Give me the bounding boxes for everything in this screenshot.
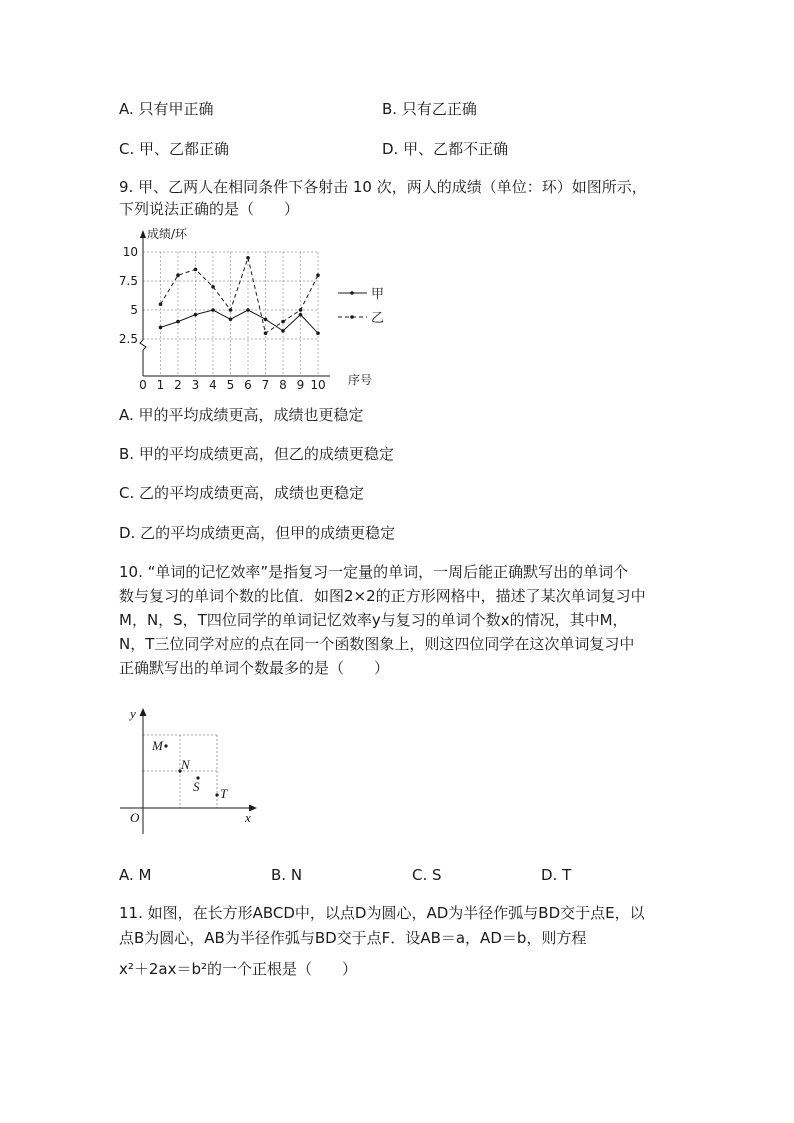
x-tick-label-4: 4 (209, 378, 217, 392)
q10-y-arrow-icon (140, 708, 147, 716)
q11-stem-line3: x²＋2ax＝b²的一个正根是（ ） (119, 960, 358, 978)
q10-origin-label: O (130, 810, 140, 825)
q9-option-d: D. 乙的平均成绩更高，但甲的成绩更稳定 (119, 524, 396, 542)
y-tick-labels (119, 245, 138, 346)
legend-marker-乙 (350, 315, 354, 319)
q10-label-t: T (220, 786, 228, 801)
q10-axis-y-label: y (130, 706, 136, 721)
point-甲-9 (299, 313, 303, 317)
point-甲-5 (229, 317, 233, 321)
point-甲-2 (176, 320, 180, 324)
point-甲-4 (211, 308, 215, 312)
point-乙-6 (246, 256, 250, 260)
q10-grid-figure (112, 698, 272, 838)
x-tick-label-6: 6 (244, 378, 252, 392)
x-tick-label-0: 0 (139, 378, 147, 392)
q8-option-d: D. 甲、乙都不正确 (382, 140, 509, 158)
q10-point-m (164, 744, 167, 747)
q9-stem-line2: 下列说法正确的是（ ） (119, 200, 300, 218)
q10-label-n: N (181, 757, 190, 772)
point-甲-1 (159, 326, 163, 330)
q10-stem-line4: N，T三位同学对应的点在同一个函数图象上，则这四位同学在这次单词复习中 (119, 635, 635, 653)
q10-stem-line3: M，N，S，T四位同学的单词记忆效率y与复习的单词个数x的情况，其中M， (119, 611, 628, 629)
legend-label-甲: 甲 (371, 287, 385, 302)
q9-option-a: A. 甲的平均成绩更高，成绩也更稳定 (119, 406, 364, 424)
q9-stem-line1: 9. 甲、乙两人在相同条件下各射击 10 次，两人的成绩（单位：环）如图所示， (119, 178, 647, 196)
chart-legend (338, 287, 384, 326)
x-tick-label-1: 1 (156, 378, 165, 392)
series-line-乙 (161, 258, 319, 333)
q8-option-b: B. 只有乙正确 (382, 100, 477, 118)
point-甲-3 (194, 313, 198, 317)
series-points (159, 256, 320, 335)
y-tick-label-0: 10 (122, 245, 138, 259)
y-tick-label-3: 2.5 (118, 332, 138, 346)
q10-option-b: B. N (271, 866, 303, 884)
y-tick-label-2: 5 (130, 303, 138, 317)
legend-marker-甲 (350, 291, 354, 295)
q9-option-c: C. 乙的平均成绩更高，成绩也更稳定 (119, 484, 365, 502)
point-乙-1 (159, 302, 163, 306)
q10-point-t (215, 793, 218, 796)
q8-option-c: C. 甲、乙都正确 (119, 140, 230, 158)
x-tick-labels (139, 378, 325, 392)
q9-option-b: B. 甲的平均成绩更高，但乙的成绩更稳定 (119, 445, 394, 463)
point-乙-2 (176, 273, 180, 277)
x-tick-label-9: 9 (296, 378, 305, 392)
point-甲-6 (246, 308, 250, 312)
chart-grid (143, 252, 318, 376)
point-乙-7 (264, 331, 268, 335)
point-乙-3 (194, 268, 198, 272)
series-lines (161, 258, 319, 333)
point-乙-8 (281, 320, 285, 324)
q11-stem-line2: 点B为圆心，AB为半径作弧与BD交于点F．设AB＝a，AD＝b，则方程 (119, 929, 587, 947)
q10-stem-line2: 数与复习的单词个数的比值．如图2×2的正方形网格中，描述了某次单词复习中 (119, 587, 646, 605)
q10-label-s: S (193, 779, 200, 794)
axis-break-icon (140, 340, 146, 350)
x-tick-label-8: 8 (279, 378, 287, 392)
q9-score-chart (115, 222, 405, 392)
q10-axis-x-label: x (245, 810, 251, 825)
point-乙-5 (229, 308, 233, 312)
point-乙-9 (299, 308, 303, 312)
x-tick-label-5: 5 (226, 378, 235, 392)
y-axis-label: 成绩/环 (147, 227, 188, 241)
q10-option-a: A. M (119, 866, 152, 884)
x-tick-label-10: 10 (310, 378, 326, 392)
point-乙-10 (316, 273, 320, 277)
point-甲-8 (281, 329, 285, 333)
q10-label-m: M (152, 738, 163, 753)
x-tick-label-2: 2 (174, 378, 182, 392)
x-tick-label-3: 3 (191, 378, 200, 392)
q8-option-a: A. 只有甲正确 (119, 100, 214, 118)
x-axis-label: 序号 (348, 373, 373, 387)
q10-option-c: C. S (412, 866, 442, 884)
q10-stem-line1: 10. “单词的记忆效率”是指复习一定量的单词，一周后能正确默写出的单词个 (119, 563, 629, 581)
point-甲-10 (316, 331, 320, 335)
point-乙-4 (211, 285, 215, 289)
point-甲-7 (264, 317, 268, 321)
q10-option-d: D. T (541, 866, 572, 884)
legend-label-乙: 乙 (371, 311, 385, 326)
y-tick-label-1: 7.5 (118, 274, 138, 288)
q11-stem-line1: 11. 如图，在长方形ABCD中，以点D为圆心，AD为半径作弧与BD交于点E，以 (119, 904, 645, 922)
x-tick-label-7: 7 (261, 378, 270, 392)
q10-stem-line5: 正确默写出的单词个数最多的是（ ） (119, 659, 390, 677)
y-axis-arrow-icon (140, 230, 146, 238)
